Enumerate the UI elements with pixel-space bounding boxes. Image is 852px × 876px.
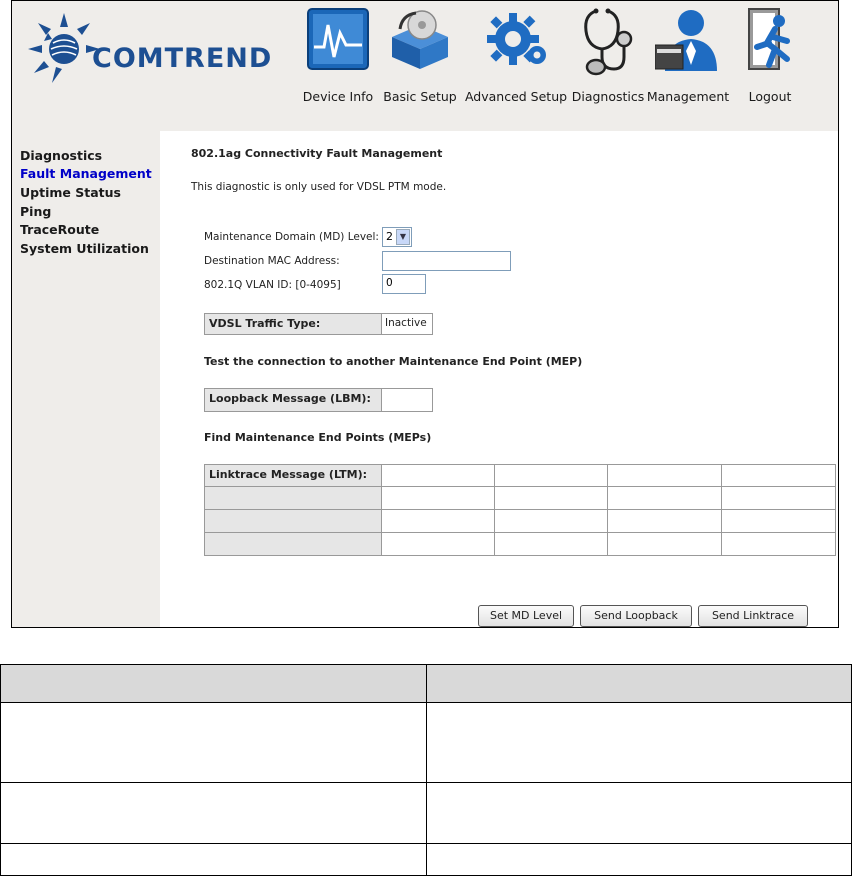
ltm-row-label [204,532,382,556]
nav-diagnostics[interactable] [571,7,645,104]
comtrend-sun-icon [22,11,102,91]
md-level-label: Maintenance Domain (MD) Level: [204,231,379,243]
nav-label-logout: Logout [748,89,792,104]
basic-setup-icon [386,7,454,71]
md-level-value: 2 [386,230,393,243]
nav-advanced-setup[interactable] [464,7,568,104]
table-header-row [1,665,852,703]
lbm-label: Loopback Message (LBM): [204,388,382,412]
find-heading: Find Maintenance End Points (MEPs) [204,431,432,444]
table-row [1,783,852,844]
ltm-cell [607,486,722,510]
device-info-icon [306,7,370,71]
table-cell [426,844,852,876]
ltm-cell [494,486,608,510]
table-cell [1,783,427,844]
ltm-cell [721,532,836,556]
ltm-cell [607,532,722,556]
nav-label-diagnostics: Diagnostics [571,89,645,104]
table-cell [1,703,427,783]
nav-label-advanced-setup: Advanced Setup [464,89,568,104]
sidebar-item-ping[interactable]: Ping [20,204,52,219]
ltm-row-label [204,486,382,510]
nav-management[interactable] [646,7,730,104]
ltm-cell [607,464,722,487]
nav-label-device-info: Device Info [302,89,374,104]
ltm-cell [607,509,722,533]
md-level-select[interactable] [382,227,412,247]
lbm-value [381,388,433,412]
management-icon [655,7,721,73]
ltm-cell [381,509,495,533]
table-header-cell [1,665,427,703]
test-heading: Test the connection to another Maintenance End Point (MEP) [204,355,583,368]
table-cell [426,783,852,844]
table-cell [1,844,427,876]
ltm-cell [721,486,836,510]
table-row [1,703,852,783]
ltm-cell [494,509,608,533]
nav-basic-setup[interactable] [383,7,457,104]
traffic-type-label: VDSL Traffic Type: [204,313,382,335]
advanced-setup-icon [483,7,549,71]
sidebar-item-uptime-status[interactable]: Uptime Status [20,185,121,200]
logout-icon [743,7,797,73]
vlan-input[interactable]: 0 [382,274,426,294]
sidebar-item-fault-management[interactable]: Fault Management [20,166,152,181]
sidebar-item-diagnostics[interactable]: Diagnostics [20,148,103,163]
diagnostics-icon [578,7,638,77]
dest-mac-input[interactable] [382,251,511,271]
send-linktrace-button[interactable]: Send Linktrace [698,605,808,627]
sidebar-item-traceroute[interactable]: TraceRoute [20,222,100,237]
table-row [1,844,852,876]
ltm-cell [381,464,495,487]
table-cell [426,703,852,783]
ltm-label: Linktrace Message (LTM): [204,464,382,487]
ltm-cell [721,464,836,487]
page-note: This diagnostic is only used for VDSL PTM mode. [191,181,447,193]
sidebar-item-system-utilization[interactable]: System Utilization [20,241,149,256]
chevron-down-icon: ▼ [396,229,410,245]
ltm-cell [494,464,608,487]
traffic-type-value: Inactive [381,313,433,335]
table-header-cell [426,665,852,703]
set-md-level-button[interactable]: Set MD Level [478,605,574,627]
ltm-row-label [204,509,382,533]
ltm-cell [721,509,836,533]
ltm-cell [381,486,495,510]
nav-device-info[interactable] [302,7,374,104]
header-bar [12,1,838,131]
brand-name: COMTREND [92,43,273,74]
router-window [11,0,839,628]
dest-mac-label: Destination MAC Address: [204,255,340,267]
nav-label-basic-setup: Basic Setup [383,89,457,104]
main-content [160,131,838,627]
ltm-cell [494,532,608,556]
page-title: 802.1ag Connectivity Fault Management [191,147,443,160]
vlan-label: 802.1Q VLAN ID: [0-4095] [204,279,341,291]
sidebar [12,131,160,627]
description-table [0,664,852,876]
nav-label-management: Management [646,89,730,104]
nav-logout[interactable] [734,7,806,104]
send-loopback-button[interactable]: Send Loopback [580,605,692,627]
ltm-cell [381,532,495,556]
